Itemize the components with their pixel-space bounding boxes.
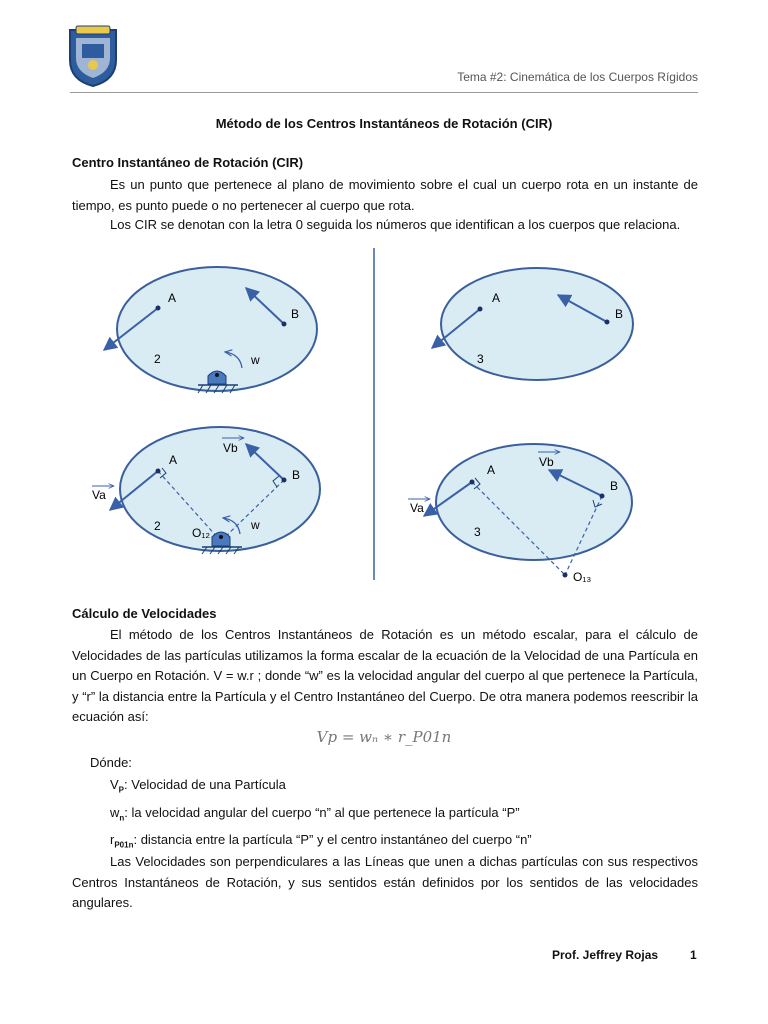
cir-figures <box>72 242 698 592</box>
label-vb: Vb <box>223 441 238 455</box>
label-va: Va <box>410 501 424 515</box>
point-a-dot <box>470 480 475 485</box>
paragraph-text: Los CIR se denotan con la letra 0 seguida los números que identifican a los cuerpos que relaciona. <box>110 217 681 232</box>
paragraph-text: Las Velocidades son perpendiculares a las Líneas que unen a dichas partículas con sus respectivos Centros Instantáneos de Rotación, y sus sentidos están definidos por los sentidos de las velocidades angulares. <box>72 854 698 910</box>
point-b-dot <box>282 322 287 327</box>
paragraph-cir-notation <box>72 215 698 236</box>
label-o13: O₁₃ <box>573 570 592 584</box>
point-a-dot <box>156 306 161 311</box>
document-title: Método de los Centros Instantáneos de Rotación (CIR) <box>215 116 553 131</box>
definition-vp <box>90 774 532 802</box>
velocity-formula: Vp = wₙ ∗ r_P01n <box>316 728 452 746</box>
label-body-3: 3 <box>474 525 481 539</box>
page-number: 1 <box>690 948 697 962</box>
cir-point-o13 <box>563 573 568 578</box>
body-3-ellipse <box>436 444 632 560</box>
paragraph-method <box>72 625 698 728</box>
definitions-heading: Dónde: <box>90 755 132 770</box>
footer-author: Prof. Jeffrey Rojas <box>552 948 659 962</box>
symbol-subscript: n <box>119 813 125 823</box>
symbol: r <box>110 832 115 848</box>
label-b: B <box>291 307 300 321</box>
running-title: Tema #2: Cinemática de los Cuerpos Rígidos <box>457 70 698 84</box>
paragraph-text: Es un punto que pertenece al plano de movimiento sobre el cual un cuerpo rota en un instante de tiempo, es punto puede o no pertenecer al cuerpo que rota. <box>72 177 698 213</box>
section-heading-cir: Centro Instantáneo de Rotación (CIR) <box>72 155 304 170</box>
label-body-2: 2 <box>154 519 161 533</box>
body-3-ellipse <box>441 268 633 380</box>
label-body-3: 3 <box>477 352 484 366</box>
label-va: Va <box>92 488 106 502</box>
definition-text: : distancia entre la partícula “P” y el centro instantáneo del cuerpo “n” <box>133 832 532 848</box>
point-a-dot <box>478 307 483 312</box>
label-body-2: 2 <box>154 352 161 366</box>
definition-wn <box>90 802 532 830</box>
label-vb: Vb <box>539 455 554 469</box>
point-b-dot <box>282 478 287 483</box>
label-b: B <box>292 468 301 482</box>
header-divider <box>70 92 698 93</box>
label-omega: w <box>251 518 260 532</box>
paragraph-perpendicular <box>72 852 698 914</box>
label-a: A <box>492 291 501 305</box>
definition-text: : Velocidad de una Partícula <box>124 777 286 792</box>
symbol: w <box>110 804 120 820</box>
paragraph-cir-definition <box>72 175 698 216</box>
label-a: A <box>487 463 496 477</box>
section-heading-velocidades: Cálculo de Velocidades <box>72 606 217 621</box>
point-b-dot <box>605 320 610 325</box>
symbol: V <box>110 777 119 792</box>
paragraph-text: El método de los Centros Instantáneos de Rotación es un método escalar, para el cálculo de Velocidades de las partículas utilizamos la forma escalar de la ecuación de la Velocidad de una Partícula en un Cuerpo en Rotación. V = w.r ; donde “w” es la velocidad angular del cuerpo al que pertenece la Partícula, y “r” la distancia entre la Partícula y el Centro Instantáneo del Cuerpo. De otra manera podemos reescribir la ecuación así: <box>72 627 698 724</box>
symbol-subscript: P01n <box>114 840 134 850</box>
point-a-dot <box>156 469 161 474</box>
label-b: B <box>610 479 619 493</box>
point-b-dot <box>600 494 605 499</box>
label-a: A <box>169 453 178 467</box>
symbol-subscript: P <box>118 785 125 795</box>
label-omega: w <box>251 353 260 367</box>
definitions-list <box>90 752 532 857</box>
label-b: B <box>615 307 624 321</box>
definition-text: : la velocidad angular del cuerpo “n” al que pertenece la partícula “P” <box>124 804 520 820</box>
label-o12: O₁₂ <box>192 526 211 540</box>
label-a: A <box>168 291 177 305</box>
university-crest-icon <box>66 24 120 88</box>
